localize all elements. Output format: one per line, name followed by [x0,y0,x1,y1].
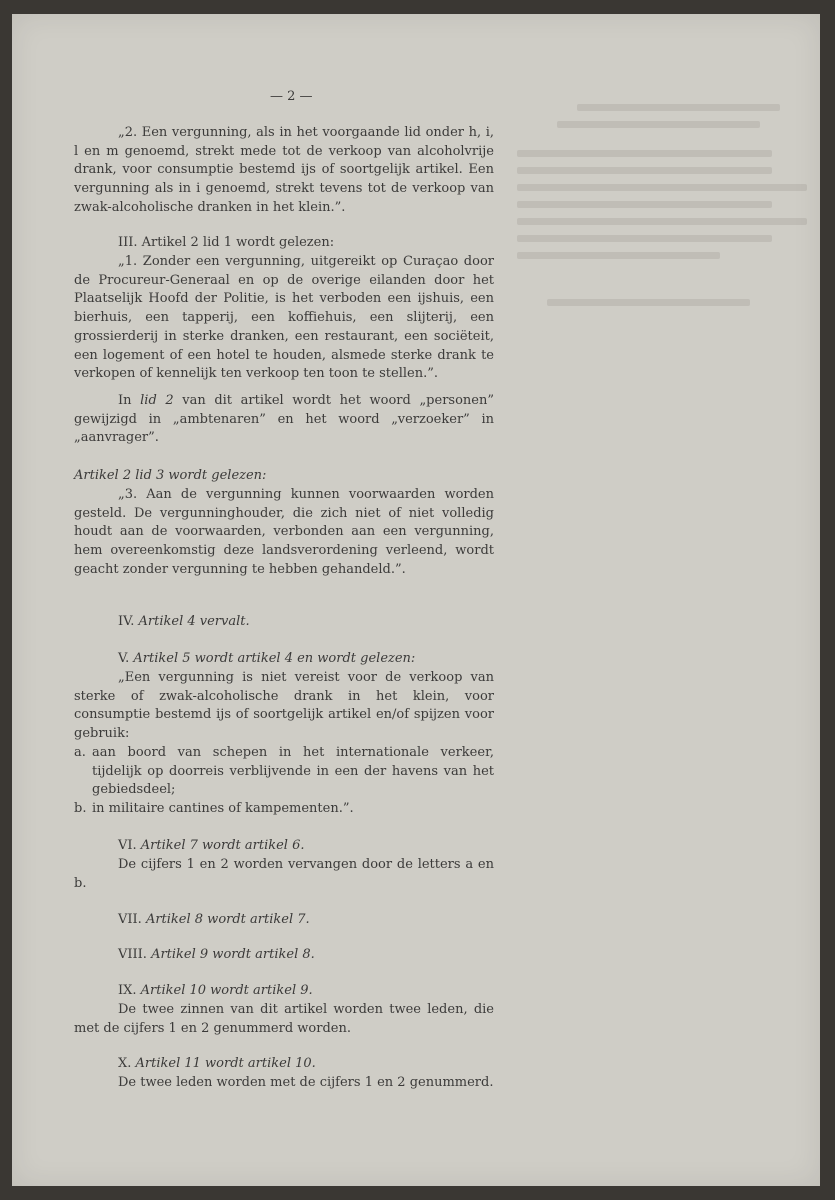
list-item-label: b. [74,801,87,816]
paragraph-artikel-6: De cijfers 1 en 2 worden vervangen door de letters a en b. [74,857,494,891]
page-number: — 2 — [270,89,313,104]
list-item-b [74,800,494,819]
paragraph-artikel-10: De twee leden worden met de cijfers 1 en 2 genummerd. [118,1075,494,1090]
list-item-text: in militaire cantines of kampementen.”. [92,801,354,816]
section-iii-heading: III. Artikel 2 lid 1 wordt gelezen: [118,235,335,250]
section-v-heading: V. Artikel 5 wordt artikel 4 en wordt gelezen: [118,651,416,666]
paragraph-artikel-9: De twee zinnen van dit artikel worden twee leden, die met de cijfers 1 en 2 genummerd worden. [74,1002,494,1036]
section-viii-heading: VIII. Artikel 9 wordt artikel 8. [118,947,315,962]
section-vi-heading: VI. Artikel 7 wordt artikel 6. [118,838,305,853]
document-page [12,14,820,1186]
section-iv-heading: IV. Artikel 4 vervalt. [118,614,250,629]
list-item-a [74,744,494,800]
artikel-2-lid-3-heading: Artikel 2 lid 3 wordt gelezen: [74,468,267,483]
paragraph-artikel-4: „Een vergunning is niet vereist voor de verkoop van sterke of zwak-alcoholische drank in het klein, voor consumptie bestemd ijs of soortgelijk artikel en/of spijzen voor gebruik: [74,670,494,742]
list-item-label: a. [74,745,86,760]
paragraph-lid-2-amendment: In lid 2 van dit artikel wordt het woord „personen” gewijzigd in „ambtenaren” en het woord „verzoeker” in „aanvrager”. [74,393,494,446]
paragraph-lid-1: „1. Zonder een vergunning, uitgereikt op Curaçao door de Procureur-Generaal en op de overige eilanden door het Plaatselijk Hoofd der Politie, is het verboden een ijshuis, een bierhuis, een tapperij, een koffiehuis, een slijterij, een grossierderij in sterke dranken, een restaurant, een sociëteit, een logement of een hotel te houden, alsmede sterke drank te verkopen of kennelijk ten verkoop ten toon te stellen.”. [74,254,494,382]
list-item-text: aan boord van schepen in het internationale verkeer, tijdelijk op doorreis verblijvende in een der havens van het gebiedsdeel; [92,745,494,798]
section-vii-heading: VII. Artikel 8 wordt artikel 7. [118,912,310,927]
section-x-heading: X. Artikel 11 wordt artikel 10. [118,1056,316,1071]
paragraph-lid-3: „3. Aan de vergunning kunnen voorwaarden worden gesteld. De vergunninghouder, die zich niet of niet volledig houdt aan de voorwaarden, verbonden aan een vergunning, hem overeenkomstig deze landsverordening verleend, wordt geacht zonder vergunning te hebben gehandeld.”. [74,487,494,577]
bleed-through-text [517,94,807,316]
paragraph-lid-2: „2. Een vergunning, als in het voorgaande lid onder h, i, l en m genoemd, strekt mede tot de verkoop van alcoholvrije drank, voor consumptie bestemd ijs of soortgelijk artikel. Een vergunning als in i genoemd, strekt tevens tot de verkoop van zwak-alcoholische dranken in het klein.”. [74,125,494,215]
section-ix-heading: IX. Artikel 10 wordt artikel 9. [118,983,313,998]
